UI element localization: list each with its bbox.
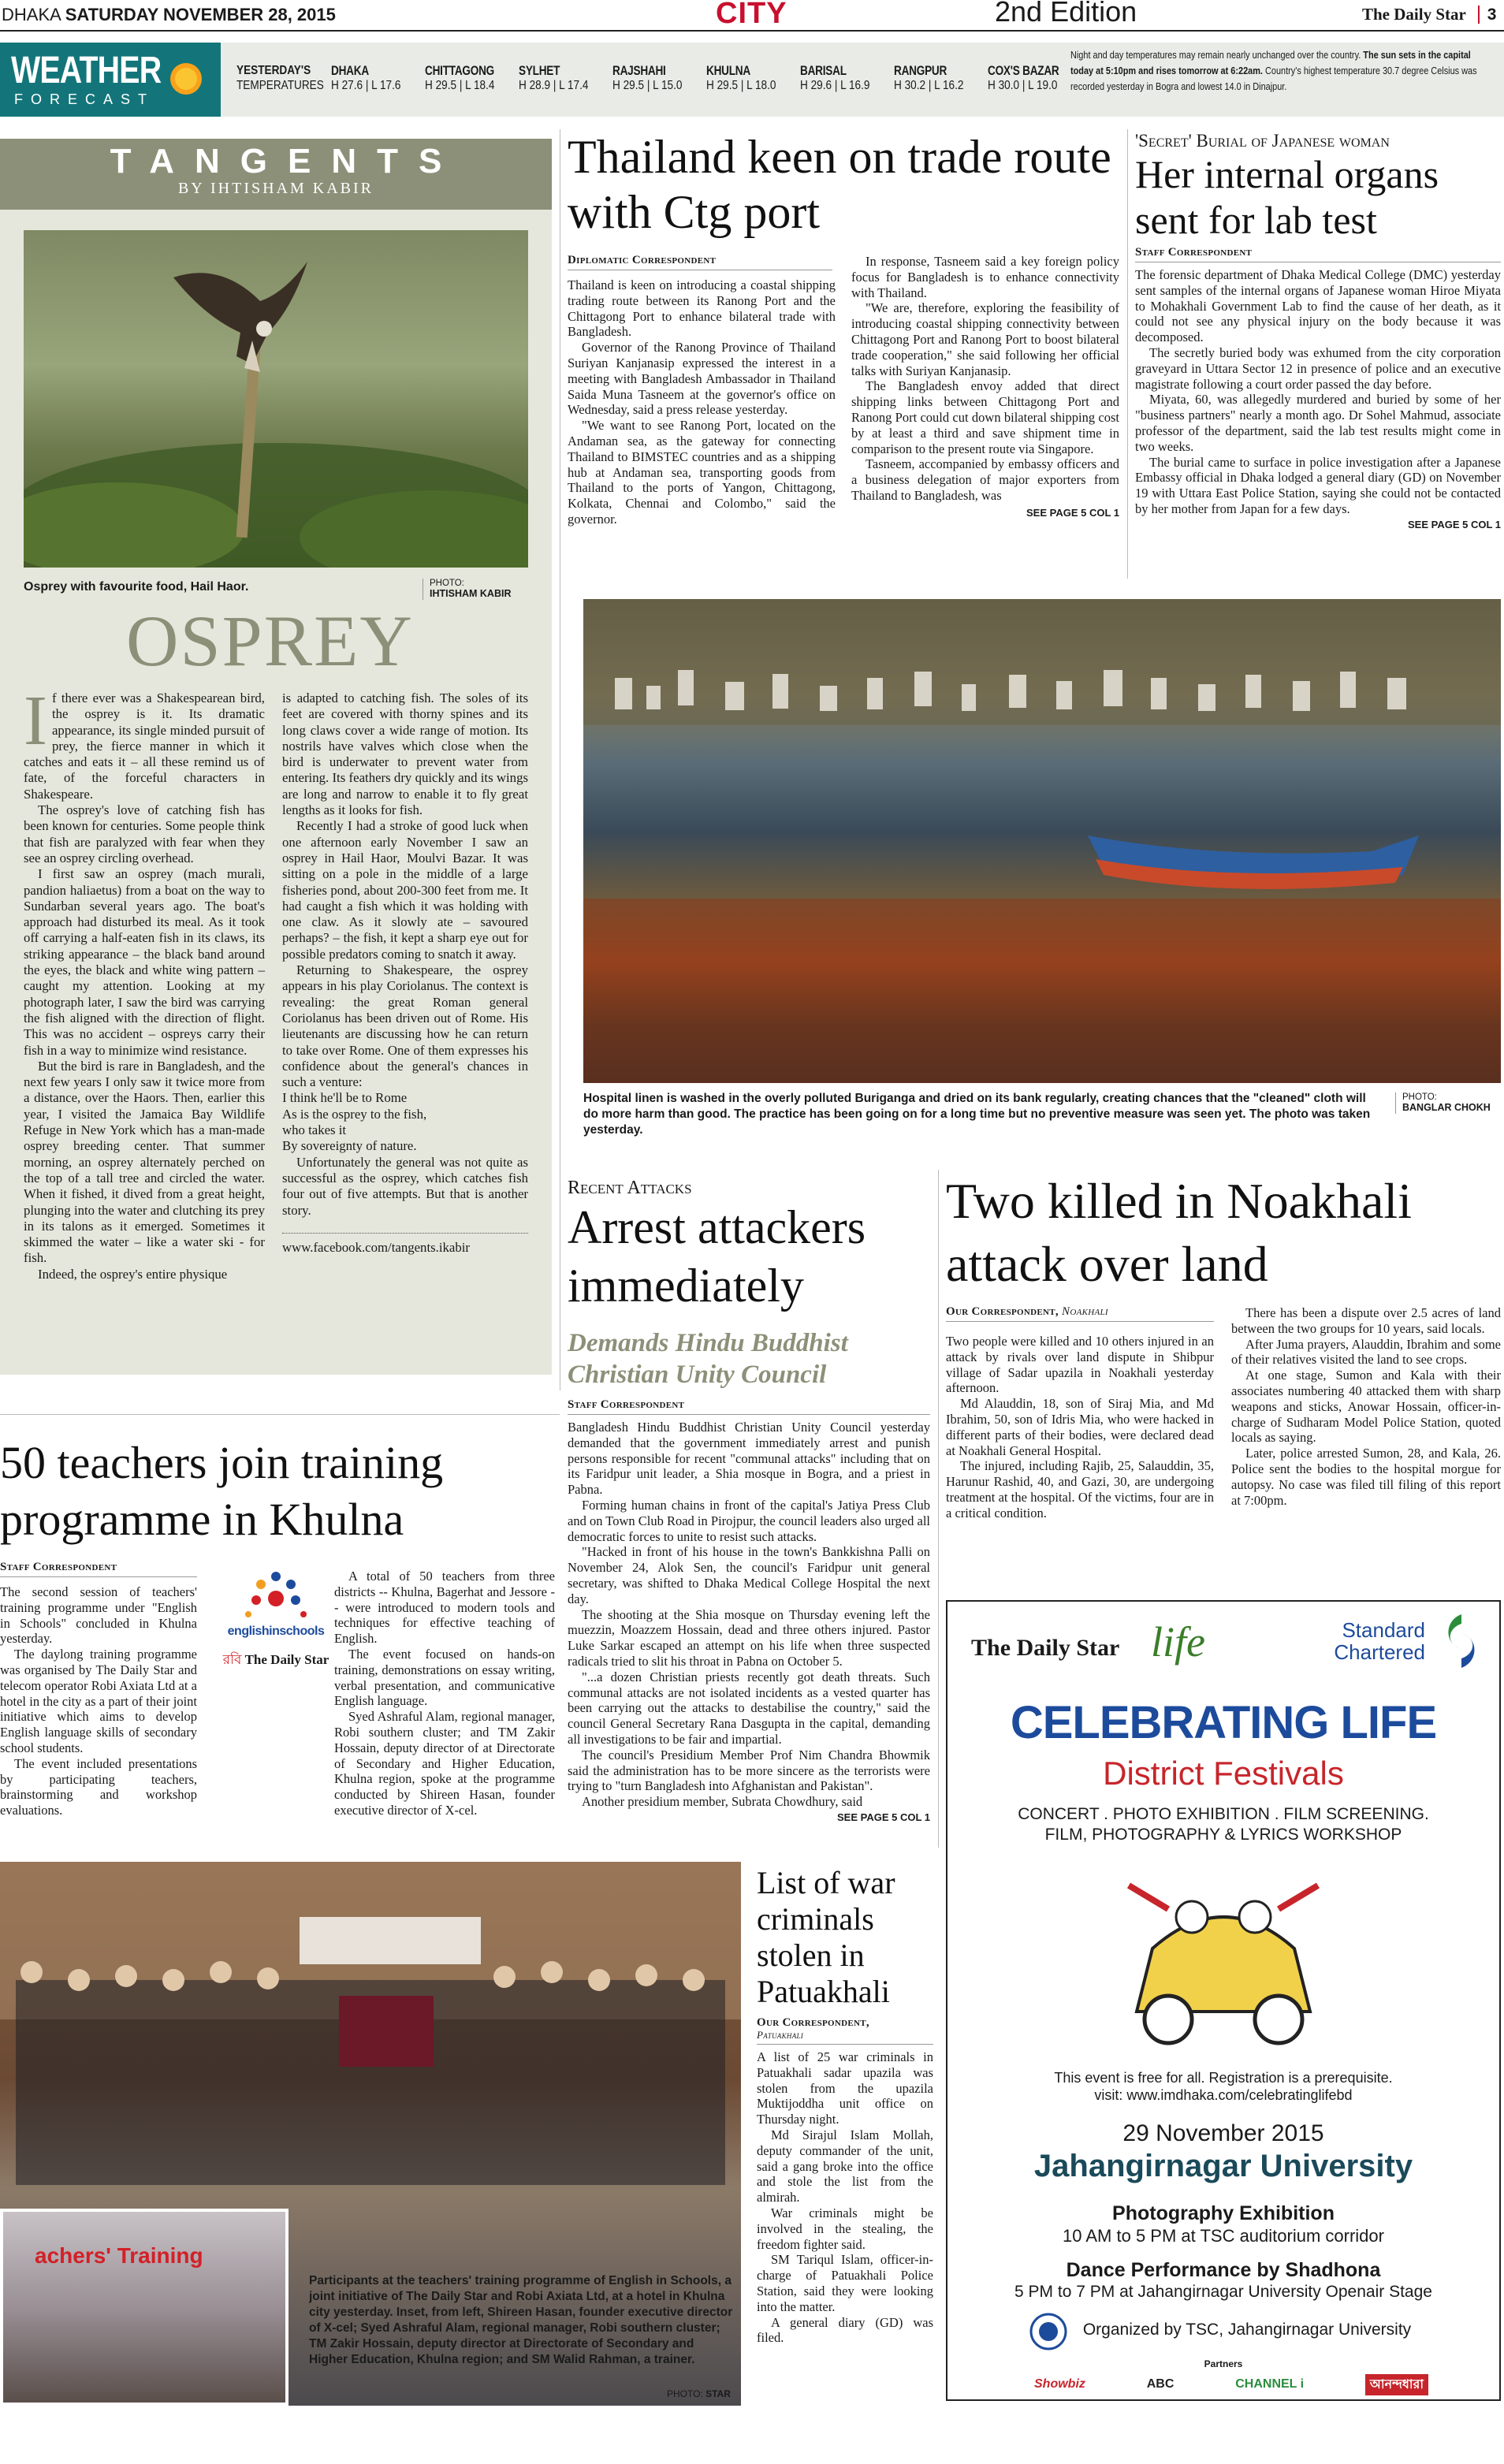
thailand-byline: Diplomatic Correspondent (568, 254, 832, 270)
noakhali-byline: Our Correspondent, (946, 1305, 1059, 1318)
partner-abc: ABC (1146, 2377, 1175, 2391)
noakhali-col2: There has been a dispute over 2.5 acres of land between the two groups for 10 years, said locals. After Juma prayers, Alauddin, Ibrahim and some of their relatives visited the land to see crops. At one stage, Sumon and Kala with their associates numbering 40 attacked them with sharp weapons and sticks, Anowar Hossain, officer-in-charge of Sudharam Model Police Station, quoted locals as saying. Later, police arrested Sumon, 28, and Kala, 26. Police sent the bodies to the hospital morgue for autopsy. No case was filed till filing of this report at 7:00pm. (1231, 1305, 1501, 1508)
inset-photo (0, 2209, 289, 2406)
section-rule (0, 1414, 560, 1415)
dateline: DHAKA (2, 5, 61, 24)
ad-venue: Jahangirnagar University (1033, 2149, 1413, 2183)
tangents-column (0, 139, 552, 1375)
tangents-header (0, 139, 552, 210)
osprey-caption: Osprey with favourite food, Hail Haor. (24, 580, 249, 594)
paper-logo: The Daily Star (1362, 5, 1466, 24)
ad-visit-link[interactable]: visit: www.imdhaka.com/celebratinglifebd (1094, 2087, 1353, 2103)
city-temp: COX'S BAZAR H 30.0 | L 19.0 (988, 63, 1059, 92)
ad-event1: Photography Exhibition (1112, 2202, 1335, 2224)
tangents-url[interactable]: www.facebook.com/tangents.ikabir (282, 1239, 470, 1255)
osprey-photo-credit: PHOTO: IHTISHAM KABIR (423, 579, 511, 600)
noakhali-headline: Two killed in Noakhali attack over land (946, 1173, 1412, 1292)
secret-kicker: 'Secret' Burial of Japanese woman (1135, 131, 1390, 151)
ad-title: CELEBRATING LIFE (1010, 1697, 1437, 1748)
arrest-story: Recent Attacks Arrest attackers immediately Demands Hindu Buddhist Christian Unity Council Staff Correspondent Bangladesh Hindu Buddhist Christian Unity Council yesterday demanded that the government immediately arrest and punish persons responsible for recent "communal attacks" including that on its Faridpur unit leader, a Shia mosque in Bogra, and a priest in Pabna. Forming human chains in front of the capital's Jatiya Press Club and on Town Club Road in Pirojpur, the council leaders also urged all democratic forces to unite to resist such attacks. "Hacked in front of his house in the town's Bankkishna Palli on November 24, Alok Sen, the council's Faridpur unit general secretary, was shifted to Dhaka Medical College Hospital the next day. The shooting at the Shia mosque on Thursday evening left the muezzin, Moazzem Hossain, dead and three others injured. Pastor Luke Sarkar escaped an attempt on his life when three suspected radicals tried to slit his throat in Pabna on October 5. "...a dozen Christian priests recently got death threats. Such communal attacks are not isolated incidents as a vested quarter has been carrying out the attacks to destabilise the country," said the council General Secretary Rana Dasgupta in the capital, demanding all investigations to be fair and impartial. The council's Presidium Member Prof Nim Chandra Bhowmik said the administration has to be more sincere as the terrorists were trying to "turn Bangladesh into Afghanistan and Pakistan". Another presidium member, Subrata Chowdhury, said SEE PAGE 5 COL 1 (568, 1178, 930, 1823)
ad-line2: FILM, PHOTOGRAPHY & LYRICS WORKSHOP (1044, 1826, 1402, 1844)
dots-logo-icon (240, 1569, 311, 1621)
edition-label: 2nd Edition (995, 0, 1137, 28)
noakhali-col1: Two people were killed and 10 others injured in an attack by rivals over land dispute in Shibpur village of Sadar upazila in Noakhali yesterday afternoon. Md Alauddin, 18, son of Siraj Mia, and Md Ibrahim, 50, son of Idris Mia, who were hacked in different parts of their bodies, were declared dead at Noakhali General Hospital. The injured, including Rajib, 25, Salauddin, 35, Harunur Rashid, 40, and Gazi, 30, are undergoing treatment at the hospital. Of the victims, four are in a critical condition. (946, 1334, 1214, 1520)
ad-sponsor: Standard Chartered (1334, 1618, 1425, 1664)
secret-byline: Staff Correspondent (1135, 246, 1501, 262)
thailand-col1: Thailand is keen on introducing a coastal shipping trading route between its Ranong Port and the Chittagong Port to enhance bilateral trade with Bangladesh. Governor of the Ranong Province of Thailand Suriyan Kanjanasip expressed the interest in a meeting with Bangladesh Ambassador in Thailand Saida Muna Tasneem at the governor's office on Wednesday, said a press release yesterday. "We want to see Ranong Port, located on the Andaman sea, as the gateway for connecting Thailand to BIMSTEC countries and as a shipping hub at Andaman sea, transporting goods from Thailand to the ports of Yangon, Chittagong, Kolkata, Chennai and Colombo," said the governor. (568, 277, 836, 527)
star-logo: The Daily Star (244, 1652, 329, 1667)
partner-anandadhara: আনন্দধারা (1365, 2374, 1428, 2395)
ad-paper-logo: The Daily Star (971, 1635, 1120, 1661)
robi-logo: রবি (222, 1652, 242, 1668)
ad-free-note: This event is free for all. Registration is a prerequisite. (1054, 2070, 1393, 2086)
buriganga-credit: PHOTO: BANGLAR CHOKH (1395, 1092, 1491, 1114)
city-temp: KHULNA H 29.5 | L 18.0 (706, 63, 776, 92)
yesterday-label: YESTERDAY'S (236, 64, 311, 77)
shakespeare-quote: I think he'll be to Rome As is the osprey to the fish, who takes it By sovereignty of nature. (282, 1090, 427, 1154)
weather-bar (0, 43, 1504, 117)
war-place: Patuakhali (757, 2029, 804, 2041)
city-temp: BARISAL H 29.6 | L 16.9 (800, 63, 870, 92)
war-byline: Our Correspondent, (757, 2016, 869, 2029)
ad-life-logo: life (1151, 1618, 1205, 1666)
noakhali-place: Noakhali (1062, 1305, 1108, 1318)
buriganga-caption: Hospital linen is washed in the overly polluted Buriganga and dried on its bank regularly, creating chances that the "cleaned" cloth will do more harm than good. The practice has been going on for a long time but no preventive measure was seen yet. The photo was taken yesterday. (583, 1092, 1371, 1137)
ad-organizer: Organized by TSC, Jahangirnagar University (1082, 2321, 1412, 2339)
tangents-col2: is adapted to catching fish. The soles of its feet are covered with thorny spines and its long claws cover a wide range of motion. Its nostrils have valves which close when the bird is underwater to prevent water from entering. Its feathers dry quickly and its wings are long and narrow to enable it to fly great lengths as it looks for fish. Recently I had a stroke of good luck when one afternoon early November I saw an osprey in Hail Haor, Moulvi Bazar. It was sitting on a pole in the middle of a large fisheries pond, about 200-300 feet from me. It had caught a fish which it was holding with one claw. As it slowly ate – savoured perhaps? – the fish, it kept a sharp eye out for possible predators coming to snatch it away. Returning to Shakespeare, the osprey appears in his play Coriolanus. The context is revealing: the great Roman general Coriolanus has been driven out of Rome. His lieutenants are discussing how he can return to take over Rome. One of them expresses his confidence about the general's chances in such a venture: I think he'll be to Rome As is the osprey to the fish, who takes it By sovereignty of nature. Unfortunately the general was not quite as successful as the osprey, which catches fish four out of five attempts. But that is another story. www.facebook.com/tangents.ikabir (282, 690, 528, 1255)
arrest-headline: Arrest attackers immediately (568, 1201, 866, 1312)
page-number: 3 (1478, 6, 1497, 24)
ad-line1: CONCERT . PHOTO EXHIBITION . FILM SCREENING. (1018, 1805, 1429, 1823)
english-in-schools-logo (213, 1569, 339, 1687)
ad-partners-label: Partners (1204, 2358, 1243, 2369)
forecast-text: Night and day temperatures may remain nearly unchanged over the country. The sun sets in the capital today at 5:10pm and rises tomorrow at 6:22am. Country's highest temperature 30.7 degree Celsius was recorded yesterday in Bogra and lowest 14.0 in Dinajpur. (1070, 49, 1477, 92)
partner-channel-i: CHANNEL i (1235, 2377, 1305, 2391)
osprey-photo (24, 230, 528, 568)
buriganga-photo (583, 599, 1501, 1083)
teachers-headline: 50 teachers join training programme in Khulna (0, 1437, 444, 1545)
city-temp: CHITTAGONG H 29.5 | L 18.4 (425, 63, 495, 92)
city-temp: RAJSHAHI H 29.5 | L 15.0 (612, 63, 683, 92)
weather-subtitle: FORECAST (14, 91, 155, 107)
festival-car-illustration (1105, 1854, 1342, 2059)
city-temp: SYLHET H 28.9 | L 17.4 (519, 63, 589, 92)
partner-showbiz: Showbiz (1034, 2377, 1085, 2391)
masthead (0, 0, 1504, 32)
ad-subtitle: District Festivals (1103, 1755, 1344, 1792)
secret-burial-story: 'Secret' Burial of Japanese woman Her internal organs sent for lab test Staff Correspondent The forensic department of Dhaka Medical College (DMC) yesterday sent samples of the internal organs of Japanese woman Hiroe Miyata to Mohakhali Government Lab to find the cause of her death, as it could not see any physical injury on the body because it was decomposed. The secretly buried body was exhumed from the city corporation graveyard in Uttara Sector 12 in presence of police and an executive magistrate following a court order passed the day before. Miyata, 60, was allegedly murdered and buried by some of her "business partners" nearly a month ago. Dr Sohel Mahmud, associate professor of the department, said the lab test results might come in two weeks. The burial came to surface in police investigation after a Japanese Embassy official in Dhaka lodged a general diary (GD) on November 19 with Uttara East Police Station, saying she could not be contacted by her mother from Japan for a few days. SEE PAGE 5 COL 1 (1135, 131, 1501, 530)
logo-text: englishinschools (227, 1625, 325, 1638)
thailand-headline: Thailand keen on trade route with Ctg port (568, 131, 1111, 238)
arrest-subhead: Demands Hindu Buddhist Christian Unity Council (568, 1329, 848, 1389)
arrest-see-page[interactable]: SEE PAGE 5 COL 1 (836, 1811, 930, 1823)
ad-event2: Dance Performance by Shadhona (1066, 2259, 1381, 2281)
tangents-col1: If there ever was a Shakespearean bird, the osprey is it. Its dramatic appearance, its single minded pursuit of prey, the fierce manner in which it catches and eats it – all these remind us of fate, of the forceful characters in Shakespeare. The osprey's love of catching fish has been known for centuries. Some people think that fish are paralyzed with fear when they see an osprey circling overhead. I first saw an osprey (mach murali, pandion haliaetus) from a boat on the way to Sundarban several years ago. The boat's approach had disturbed its meal. As it took off carrying a half-eaten fish in its claws, its striking appearance – the black band around the eyes, the black and white wing pattern – caught my attention. Looking at my photograph later, I saw the bird was carrying the fish aligned with the direction of flight. This was no accident – ospreys carry their fish in a way to minimize wind resistance. But the bird is rare in Bangladesh, and the next few years I only saw it twice more from a distance, over the Haors. Then, earlier this year, I visited the Jamaica Bay Wildlife Refuge in New York which has a man-made osprey breeding center. That summer morning, an osprey alternately perched on the top of a tall tree and circled the water. When it fished, it dived from a great height, plunging into the water and clutching its prey in its talons as it emerged. Sometimes it skimmed the water – like a water ski - for fish. Indeed, the osprey's entire physique (24, 682, 265, 1282)
buriganga-image (583, 599, 1501, 1083)
teachers-credit: PHOTO: STAR (667, 2388, 731, 2399)
secret-headline: Her internal organs sent for lab test (1135, 152, 1439, 242)
teachers-col1: The second session of teachers' training programme under "English in Schools" concluded in Khulna yesterday. The daylong training programme was organised by The Daily Star and telecom operator Robi Axiata Ltd at a hotel in the city as a part of their joint initiative which aims to develop English language skills of secondary school students. The event included presentations by participating teachers, brainstorming and workshop evaluations. (0, 1584, 197, 1818)
war-headline: List of war criminals stolen in Patuakhali (757, 1865, 895, 2009)
osprey-image (24, 230, 528, 568)
war-criminals-story: List of war criminals stolen in Patuakhali Our Correspondent, Patuakhali A list of 25 war criminals in Patuakhali sadar upazila was stolen from the upazila Muktijoddha unit office on Thursday night. Md Sirajul Islam Mollah, deputy commander of the unit, said a gang broke into the office and stole the list from the almirah. War criminals might be involved in the stealing, the freedom fighter said. SM Tariqul Islam, officer-in-charge of Patuakhali Police Station, said they were looking into the matter. A general diary (GD) was filed. (757, 1865, 933, 2346)
thailand-col2: In response, Tasneem said a key foreign policy focus for Bangladesh is to enhance connectivity with Thailand. "We are, therefore, exploring the feasibility of introducing coastal shipping connectivity between Chittagong Port and Ranong Port to boost bilateral trade cooperation," she said following her official talks with Suriyan Kanjanasip. The Bangladesh envoy added that direct shipping links between Chittagong Port and Ranong Port could cut down bilateral shipping cost by at least a third and save shipment time in comparison to the present route via Singapore. Tasneem, accompanied by embassy officers and a business delegation of major exporters from Thailand to Bangladesh, was SEE PAGE 5 COL 1 (851, 254, 1119, 521)
column-rule (938, 1170, 939, 1848)
issue-date: SATURDAY NOVEMBER 28, 2015 (65, 5, 336, 24)
inset-banner-text: achers' Training (35, 2243, 203, 2268)
standard-chartered-icon (1436, 1613, 1487, 1669)
ad-event2-time: 5 PM to 7 PM at Jahangirnagar University Openair Stage (1014, 2283, 1432, 2301)
celebrating-life-ad[interactable] (946, 1600, 1501, 2401)
temps-label: TEMPERATURES (236, 79, 324, 92)
ad-event1-time: 10 AM to 5 PM at TSC auditorium corridor (1063, 2226, 1384, 2246)
city-temp: RANGPUR H 30.2 | L 16.2 (894, 63, 964, 92)
teachers-caption: Participants at the teachers' training programme of English in Schools, a joint initiative of The Daily Star and Robi Axiata Ltd, at a hotel in Khulna city yesterday. Inset, from left, Shireen Hasan, founder executive director of X-cel; Syed Ashraful Alam, regional manager, Robi southern cluster; TM Zakir Hossain, deputy director at Directorate of Secondary and Higher Education, Khulna region; and SM Walid Rahman, a trainer. (309, 2274, 733, 2366)
city-temp: DHAKA H 27.6 | L 17.6 (331, 63, 401, 92)
tangents-title: TANGENTS (110, 142, 463, 181)
weather-logo (0, 43, 221, 117)
drop-cap: I (24, 682, 47, 760)
teachers-col2: A total of 50 teachers from three districts -- Khulna, Bagerhat and Jessore -- were introduced to modern tools and techniques for effective teaching of English. The event focused on hands-on training, demonstrations on essay writing, verbal presentation, and communicative English language. Syed Ashraful Alam, regional manager, Robi southern cluster; and TM Zakir Hossain, deputy director of at Directorate of Secondary and Higher Education, Khulna region, spoke at the programme conducted by Shireen Hasan, founder executive director of X-cel. (334, 1569, 555, 1818)
city-temps (331, 63, 1059, 93)
column-rule (1127, 129, 1128, 579)
section-name: CITY (716, 0, 787, 30)
arrest-byline: Staff Correspondent (568, 1398, 930, 1415)
ad-partner-logos (1034, 2373, 1428, 2396)
sun-icon (164, 57, 208, 101)
weather-title: WEATHER (11, 50, 162, 91)
teachers-byline: Staff Correspondent (0, 1561, 197, 1577)
tangents-byline: BY IHTISHAM KABIR (177, 180, 374, 197)
secret-see-page[interactable]: SEE PAGE 5 COL 1 (1407, 518, 1501, 530)
osprey-headline: OSPREY (126, 601, 414, 681)
arrest-kicker: Recent Attacks (568, 1178, 692, 1198)
ad-date: 29 November 2015 (1122, 2120, 1324, 2146)
thailand-see-page[interactable]: SEE PAGE 5 COL 1 (1026, 506, 1119, 519)
